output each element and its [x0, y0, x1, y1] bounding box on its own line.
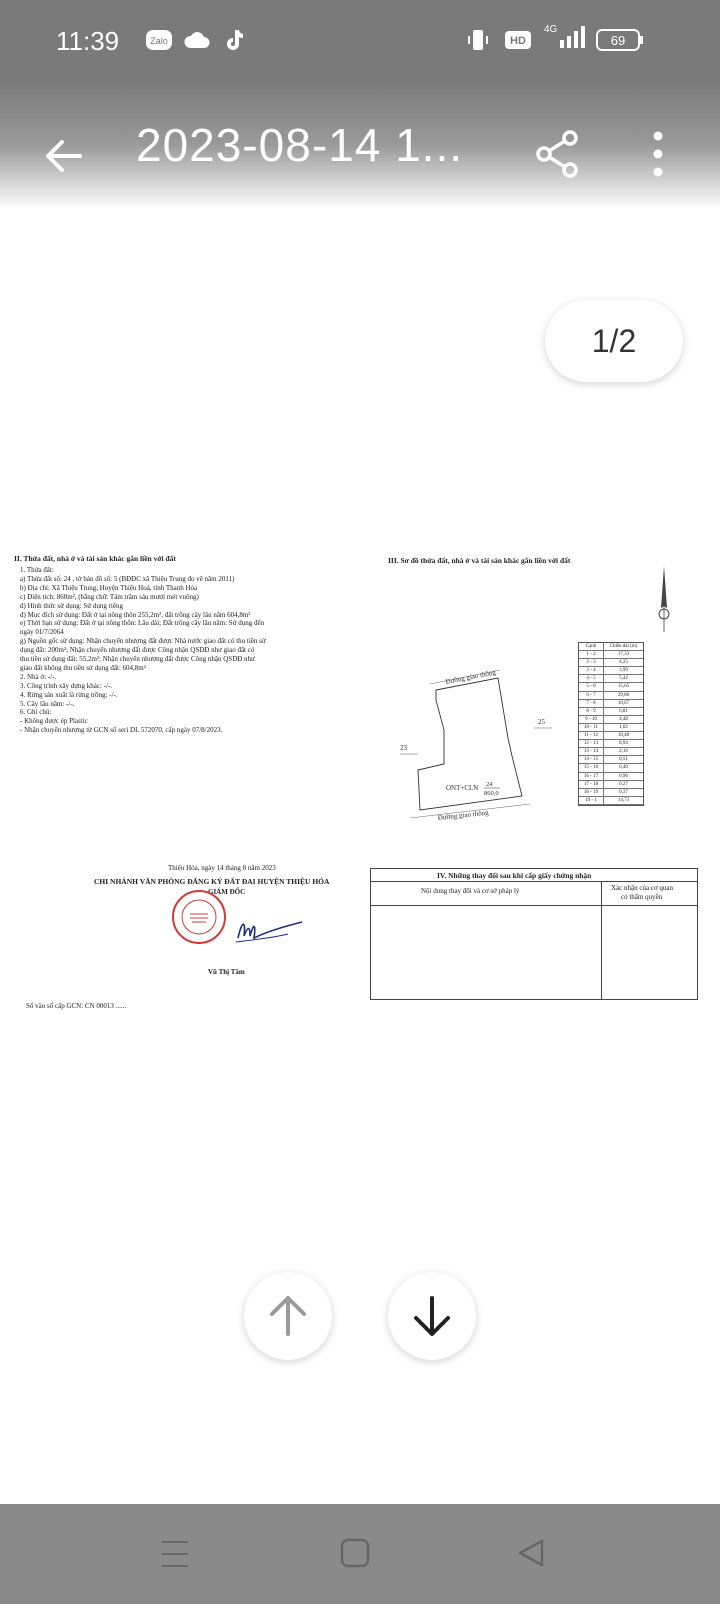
status-time: 11:39: [56, 26, 120, 56]
edge-table-row: [579, 651, 643, 659]
edge-table-row: [579, 797, 643, 805]
plot-label: ONT+CLN: [446, 784, 479, 792]
neighbor-left: 23: [400, 744, 407, 752]
edge-length: 0,27: [619, 781, 628, 787]
signal-icon: [538, 22, 586, 46]
land-info-line: a) Thửa đất số: 24 , tờ bản đồ số: 5 (BĐĐC xã Thiệu Trung đo vẽ năm 2011): [20, 574, 235, 583]
edge-name: 2 - 3: [579, 659, 604, 666]
land-info-line: d) Hình thức sử dụng: Sử dụng riêng: [20, 601, 123, 610]
more-vertical-icon[interactable]: [648, 128, 668, 180]
signature-role: GIÁM ĐỐC: [208, 888, 246, 896]
edge-name: 5 - 6: [579, 683, 604, 690]
changes-heading: IV. Những thay đổi sau khi cấp giấy chứng nhận: [437, 871, 592, 880]
road-top-label: Đường giao thông: [444, 668, 497, 686]
changes-col-content: Nội dung thay đổi và cơ sở pháp lý: [421, 887, 520, 895]
edge-length: 0,96: [619, 773, 628, 779]
signature-office: CHI NHÁNH VĂN PHÒNG ĐĂNG KÝ ĐẤT ĐAI HUYỆN THIỆU HÓA: [94, 877, 330, 886]
arrow-down-icon: [388, 1272, 476, 1360]
signature-mark-icon: [232, 916, 306, 951]
status-bar: [0, 0, 720, 80]
home-icon[interactable]: [340, 1538, 370, 1573]
edge-table-row: [579, 692, 643, 700]
plot-number: 24: [486, 781, 493, 788]
edge-name: 11 - 12: [579, 732, 604, 739]
recents-icon[interactable]: [160, 1538, 190, 1575]
system-back-icon[interactable]: [516, 1538, 546, 1573]
svg-text:4G: 4G: [544, 24, 558, 35]
edge-length: 0,51: [619, 757, 628, 763]
edge-length: 15,65: [617, 684, 630, 690]
edge-length: 10,67: [617, 700, 630, 706]
system-nav-bar: [0, 1504, 720, 1604]
land-info-line: - Không được ép Plastic: [20, 717, 88, 726]
edge-name: 8 - 9: [579, 708, 604, 715]
neighbor-right: 25: [538, 718, 545, 726]
north-arrow-icon: [656, 566, 672, 637]
edge-name: 18 - 19: [579, 789, 604, 796]
land-info-line: b) Địa chỉ: Xã Thiệu Trung, Huyện Thiệu Hoá, tỉnh Thanh Hóa: [20, 583, 198, 592]
share-icon[interactable]: [532, 128, 584, 180]
edge-table-row: [579, 700, 643, 708]
edge-table-row: [579, 748, 643, 756]
edge-name: 15 - 16: [579, 764, 604, 771]
edge-name: Cạnh: [579, 643, 604, 650]
section-heading-iii: III. Sơ đồ thửa đất, nhà ở và tài sản khác gắn liền với đất: [388, 556, 571, 565]
edge-name: 7 - 8: [579, 700, 604, 707]
file-title: 2023-08-14 1...: [136, 119, 464, 171]
land-info-line: c) Diện tích: 860m², (bằng chữ: Tám trăm sáu mươi mét vuông): [20, 592, 199, 601]
edge-length: 29,86: [617, 692, 630, 698]
changes-table: [370, 868, 698, 1000]
back-arrow-icon[interactable]: [40, 132, 88, 180]
arrow-up-icon: [244, 1272, 332, 1360]
changes-col-confirm-b: có thẩm quyền: [621, 893, 663, 901]
land-info-line: 5. Cây lâu năm: -/-.: [20, 699, 75, 708]
edge-length-table: [578, 642, 644, 806]
official-seal-icon: [170, 888, 228, 951]
edge-table-header: [579, 643, 643, 651]
edge-name: 19 - 1: [579, 797, 604, 804]
land-info-line: 2. Nhà ở: -/-.: [20, 672, 57, 681]
edge-name: 6 - 7: [579, 692, 604, 699]
document-page[interactable]: [0, 538, 720, 1038]
hd-icon: [504, 28, 532, 52]
signer-name: Vũ Thị Tâm: [208, 968, 245, 976]
land-info-line: dụng đất: 200m²; Nhận chuyển nhượng đất được Công nhận QSDĐ như giao đất có: [20, 646, 255, 655]
edge-table-row: [579, 716, 643, 724]
edge-name: 14 - 15: [579, 756, 604, 763]
zalo-icon: [146, 28, 172, 52]
edge-length: 1,02: [619, 724, 628, 730]
land-info-line: - Nhận chuyển nhượng từ GCN số seri DL 572070, cấp ngày 07/8/2023.: [20, 726, 223, 735]
edge-table-row: [579, 675, 643, 683]
signature-date: Thiệu Hóa, ngày 14 tháng 8 năm 2023: [168, 864, 276, 872]
edge-table-row: [579, 740, 643, 748]
svg-text:Zalo: Zalo: [150, 36, 168, 46]
edge-length: 2,16: [619, 749, 628, 755]
edge-table-row: [579, 724, 643, 732]
edge-table-row: [579, 732, 643, 740]
land-info-line: g) Nguồn gốc sử dụng: Nhận chuyển nhượng đất được Nhà nước giao đất có thu tiền sử: [20, 637, 266, 646]
road-bottom-label: Đường giao thông: [437, 808, 489, 822]
changes-col-confirm-a: Xác nhận của cơ quan: [611, 884, 674, 892]
edge-name: 9 - 10: [579, 716, 604, 723]
edge-length: 14,73: [617, 797, 630, 803]
edge-length: 4,25: [619, 660, 628, 666]
previous-page-button[interactable]: [244, 1272, 332, 1360]
edge-table-row: [579, 708, 643, 716]
edge-table-row: [579, 789, 643, 797]
app-bar: [0, 80, 720, 210]
edge-length: 10,48: [617, 733, 630, 739]
land-info-line: giao đất không thu tiền sử dụng đất: 604,8m²: [20, 663, 146, 672]
edge-length: 6,81: [619, 708, 628, 714]
edge-name: 10 - 11: [579, 724, 604, 731]
edge-name: 16 - 17: [579, 773, 604, 780]
svg-text:HD: HD: [510, 35, 526, 47]
land-info-line: e) Thời hạn sử dụng: Đất ở tại nông thôn: Lâu dài; Đất trồng cây lâu năm: Sử dụng đến: [20, 619, 265, 628]
edge-name: 4 - 5: [579, 675, 604, 682]
edge-length: Chiều dài (m): [609, 644, 638, 649]
edge-length: 3,99: [619, 668, 628, 674]
edge-table-row: [579, 773, 643, 781]
edge-table-row: [579, 683, 643, 691]
edge-table-row: [579, 756, 643, 764]
land-info-line: 4. Rừng sản xuất là rừng trồng: -/-.: [20, 690, 118, 699]
edge-length: 4,48: [619, 716, 628, 722]
land-info-line: thu tiền sử dụng đất: 55,2m²; Nhận chuyển nhượng đất được Công nhận QSDĐ như: [20, 655, 255, 663]
edge-name: 1 - 2: [579, 651, 604, 658]
tiktok-icon: [222, 28, 246, 52]
edge-name: 12 - 13: [579, 740, 604, 747]
land-info-line: đ) Mục đích sử dụng: Đất ở tại nông thôn 255,2m², đất trồng cây lâu năm 604,8m²: [20, 610, 251, 619]
vibrate-icon: [466, 28, 490, 52]
edge-table-row: [579, 659, 643, 667]
edge-name: 3 - 4: [579, 667, 604, 674]
edge-length: 0,37: [619, 789, 628, 795]
svg-text:69: 69: [610, 33, 626, 48]
land-info-line: ngày 01/7/2064: [20, 628, 64, 637]
edge-length: 0,40: [619, 765, 628, 771]
edge-length: 17,33: [617, 652, 630, 658]
edge-name: 17 - 18: [579, 781, 604, 788]
land-info-line: 3. Công trình xây dựng khác: -/-.: [20, 681, 113, 690]
edge-length: 5,42: [619, 676, 628, 682]
battery-icon: [596, 28, 644, 52]
page-indicator: 1/2: [545, 300, 683, 382]
next-page-button[interactable]: [388, 1272, 476, 1360]
edge-table-row: [579, 781, 643, 789]
land-info-line: 6. Ghi chú:: [20, 708, 52, 717]
edge-table-row: [579, 667, 643, 675]
edge-length: 8,94: [619, 741, 628, 747]
edge-name: 13 - 14: [579, 748, 604, 755]
edge-table-row: [579, 764, 643, 772]
register-number: Số vào sổ cấp GCN: CN 00013 ......: [26, 1002, 127, 1010]
plot-diagram: [400, 660, 560, 826]
plot-area: 860,0: [484, 790, 499, 797]
cloud-icon: [184, 28, 210, 52]
section-heading-ii: II. Thửa đất, nhà ở và tài sản khác gắn liền với đất: [14, 554, 176, 563]
land-info-line: 1. Thửa đất:: [20, 566, 54, 574]
